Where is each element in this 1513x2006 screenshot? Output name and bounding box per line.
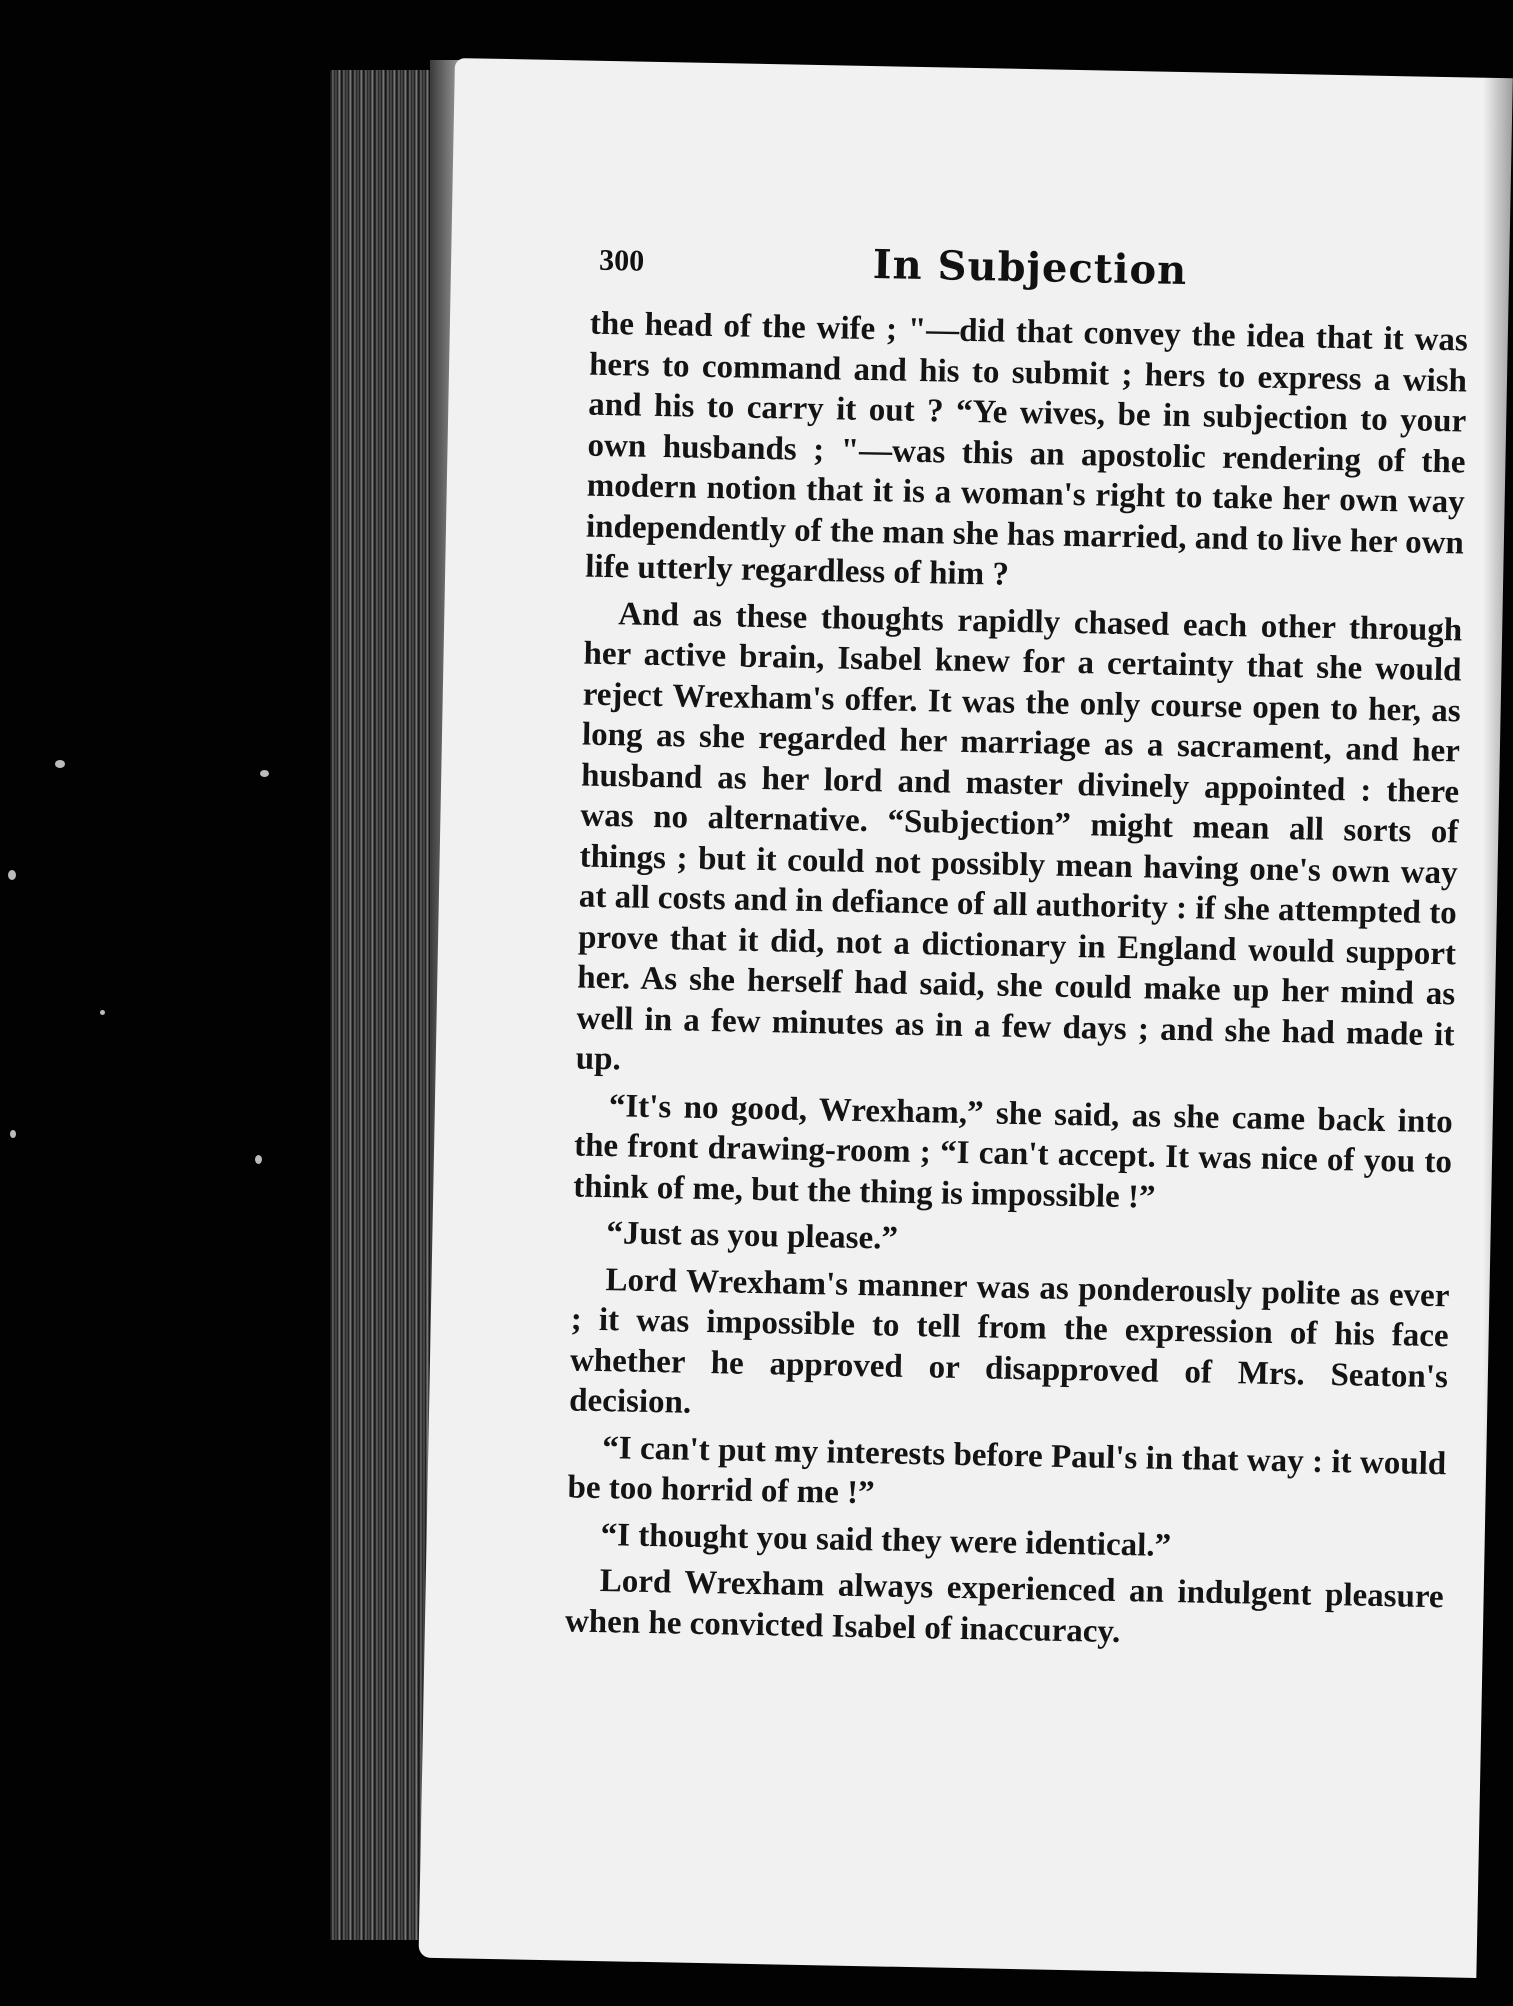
paragraph: And as these thoughts rapidly chased each other through her active brain, Isabel knew for a certainty that she would reject Wrexham's offer. It was the only course open to her, as long as she regarded her marriage as a sacrament, and her husband as her lord and master divinely appointed : there was no alternative. “Subjection” might mean all sorts of things ; but it could not possibly mean having one's own way at all costs and in defiance of all authority : if she attempted to prove that it did, not a dictionary in England would support her. As she herself had said, she could make up her mind as well in a few minutes as in a few days ; and she had made it up. (575, 595, 1463, 1078)
paragraph: “I thought you said they were identical.” (600, 1516, 1172, 1564)
paragraph: “It's no good, Wrexham,” she said, as she came back into the front drawing-room ; “I can't accept. It was nice of you to think of me, but the thing is impossible !” (573, 1087, 1454, 1216)
page-number: 300 (598, 243, 645, 278)
page-content (565, 236, 1470, 1665)
paragraph: Lord Wrexham's manner was as ponderously polite as ever ; it was impossible to tell from the expression of his face whether he approved or disapproved of Mrs. Seaton's decision. (568, 1261, 1450, 1421)
paragraph: “I can't put my interests before Paul's in that way : it would be too horrid of me !” (567, 1429, 1447, 1512)
paragraph: the head of the wife ; "—did that convey the idea that it was hers to command and his to submit ; hers to express a wish and his to carry it out ? “Ye wives, be in subjection to your own husbands ; "—was this an apostolic rendering of the modern notion that it is a woman's right to take her own way independently of the man she has married, and to live her own life utterly regardless of him ? (584, 305, 1469, 593)
paragraph: “Just as you please.” (606, 1215, 899, 1257)
right-edge-shadow (1483, 0, 1513, 2006)
paragraph: Lord Wrexham always experienced an indulgent pleasure when he convicted Isabel of inaccuracy. (564, 1563, 1444, 1650)
running-title: In Subjection (872, 241, 1188, 295)
body-text (565, 304, 1469, 1659)
running-head (590, 236, 1469, 313)
book-page (419, 58, 1513, 1978)
